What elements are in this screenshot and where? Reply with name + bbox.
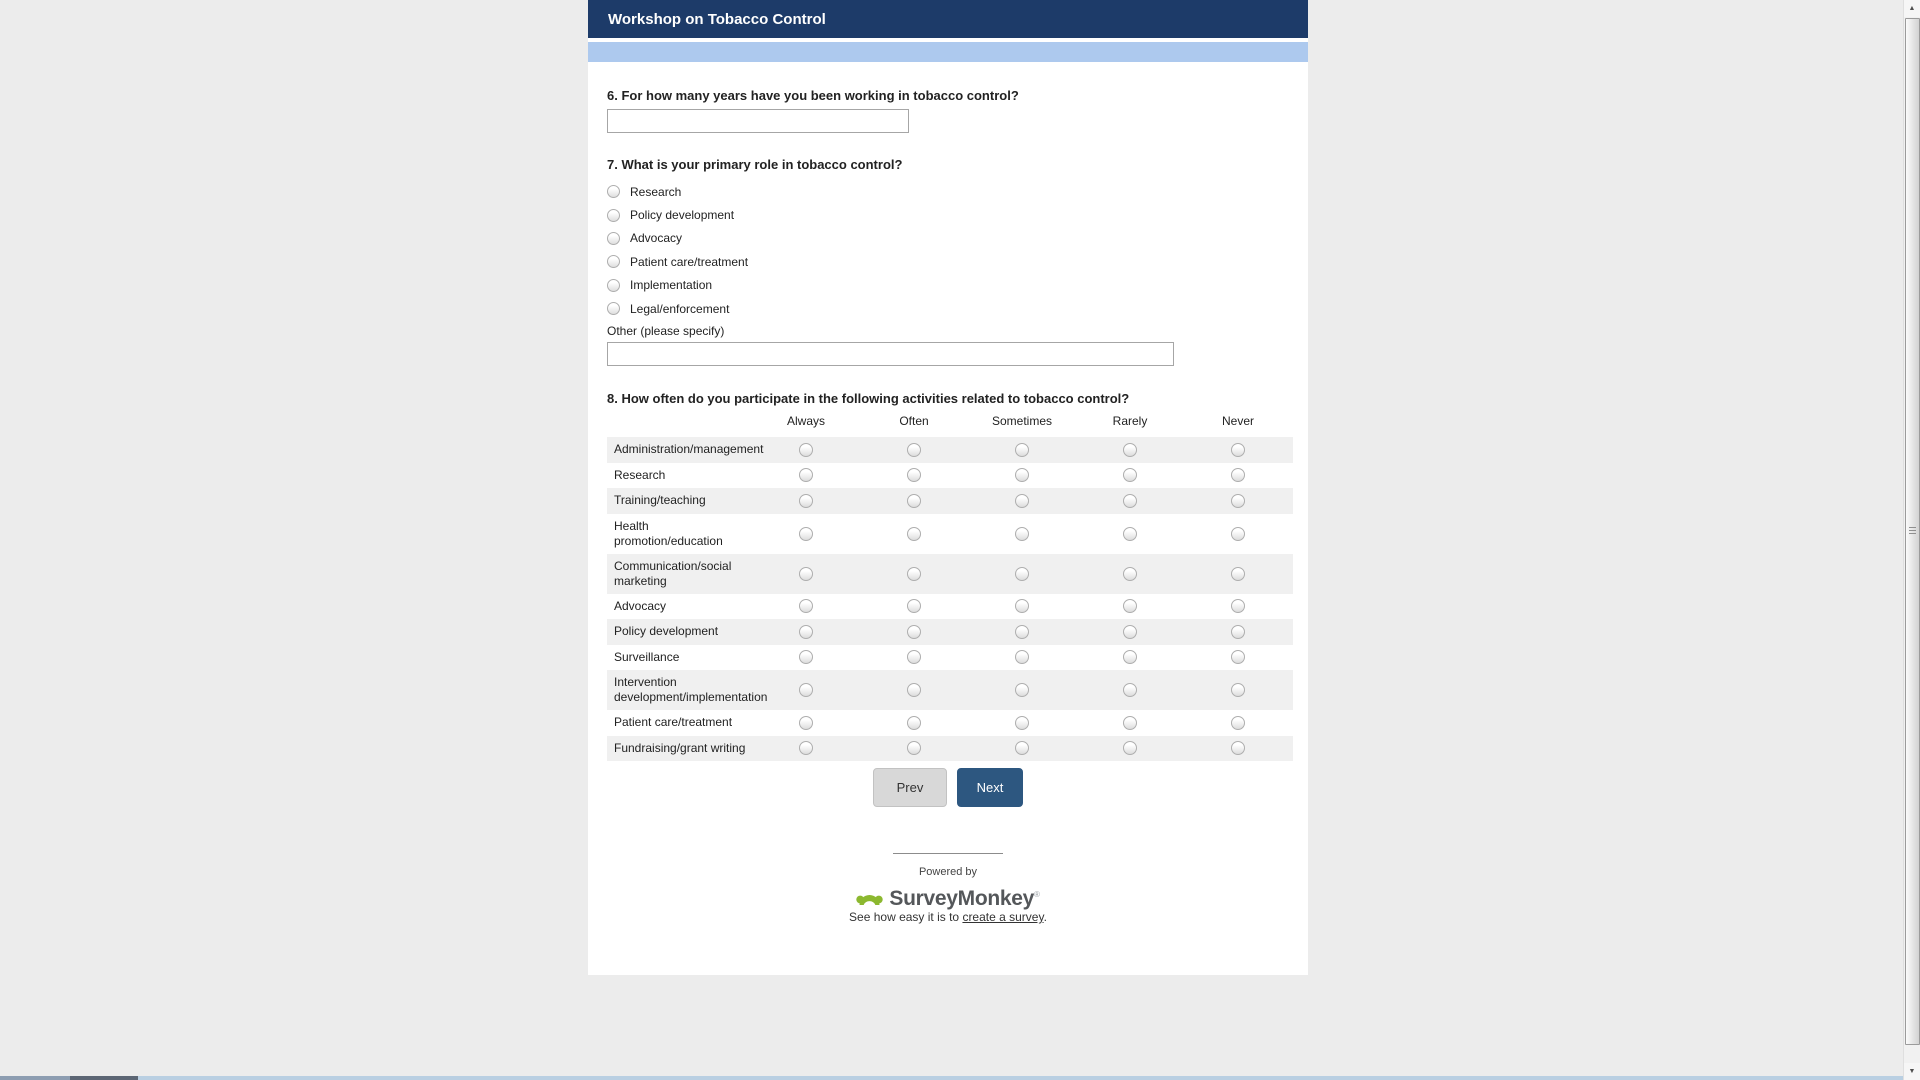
scrollbar-thumb[interactable] xyxy=(1905,18,1920,1045)
matrix-cell xyxy=(1076,527,1184,541)
brand-wordmark: SurveyMonkey® xyxy=(889,887,1040,910)
matrix-radio-icon[interactable] xyxy=(799,650,813,664)
matrix-radio-icon[interactable] xyxy=(907,625,921,639)
matrix-cell xyxy=(1076,716,1184,730)
matrix-row-label: Intervention development/implementation xyxy=(614,675,768,704)
matrix-cell xyxy=(1076,683,1184,697)
q7-options-list xyxy=(607,180,748,320)
matrix-cell xyxy=(1076,650,1184,664)
tagline-prefix: See how easy it is to xyxy=(849,910,963,924)
matrix-cell xyxy=(860,527,968,541)
matrix-radio-icon[interactable] xyxy=(907,683,921,697)
matrix-radio-icon[interactable] xyxy=(1231,741,1245,755)
scroll-up-icon[interactable]: ▲ xyxy=(1904,0,1920,17)
matrix-radio-icon[interactable] xyxy=(799,567,813,581)
q7-radio-option[interactable] xyxy=(607,250,748,273)
matrix-radio-icon[interactable] xyxy=(1231,494,1245,508)
matrix-cell xyxy=(1076,494,1184,508)
matrix-row-label: Policy development xyxy=(614,624,719,639)
matrix-cell xyxy=(1076,468,1184,482)
question-6-label: 6. For how many years have you been working in tobacco control? xyxy=(607,88,1019,103)
question-7-label: 7. What is your primary role in tobacco control? xyxy=(607,157,903,172)
q7-radio-option[interactable] xyxy=(607,203,748,226)
next-button[interactable]: Next xyxy=(957,768,1023,807)
matrix-cell xyxy=(968,599,1076,613)
matrix-rows xyxy=(607,437,1293,761)
matrix-cell xyxy=(1184,683,1292,697)
matrix-radio-icon[interactable] xyxy=(1015,468,1029,482)
q7-radio-option[interactable] xyxy=(607,274,748,297)
matrix-cell xyxy=(860,494,968,508)
radio-option-label: Research xyxy=(630,184,682,199)
matrix-row xyxy=(607,645,1293,671)
footer-divider xyxy=(893,853,1003,854)
matrix-radio-icon[interactable] xyxy=(907,527,921,541)
matrix-radio-icon[interactable] xyxy=(1231,650,1245,664)
matrix-column-header: Never xyxy=(1221,414,1254,428)
matrix-radio-icon[interactable] xyxy=(1015,716,1029,730)
matrix-cell xyxy=(968,443,1076,457)
matrix-column-header: Sometimes xyxy=(991,414,1053,428)
matrix-radio-icon[interactable] xyxy=(907,494,921,508)
scroll-down-icon[interactable]: ▼ xyxy=(1904,1063,1920,1080)
radio-option-label: Implementation xyxy=(630,278,713,293)
matrix-radio-icon[interactable] xyxy=(907,567,921,581)
matrix-row xyxy=(607,710,1293,736)
matrix-column-header: Often xyxy=(899,414,929,428)
matrix-cell xyxy=(1184,599,1292,613)
bottom-strip-segment xyxy=(70,1076,138,1080)
matrix-radio-icon[interactable] xyxy=(1231,716,1245,730)
matrix-radio-icon[interactable] xyxy=(1015,599,1029,613)
survey-page-card xyxy=(588,0,1308,975)
matrix-radio-icon[interactable] xyxy=(1123,567,1137,581)
matrix-cell xyxy=(752,527,860,541)
matrix-radio-icon[interactable] xyxy=(799,625,813,639)
other-specify-label: Other (please specify) xyxy=(607,324,725,338)
matrix-cell xyxy=(1184,494,1292,508)
matrix-radio-icon[interactable] xyxy=(799,468,813,482)
matrix-cell xyxy=(752,567,860,581)
matrix-radio-icon[interactable] xyxy=(907,468,921,482)
create-survey-link[interactable]: create a survey xyxy=(962,910,1044,924)
monkey-icon xyxy=(856,887,883,908)
q6-years-input[interactable] xyxy=(607,109,909,133)
matrix-cell xyxy=(968,716,1076,730)
matrix-cell xyxy=(860,741,968,755)
matrix-radio-icon[interactable] xyxy=(907,443,921,457)
matrix-cell xyxy=(968,683,1076,697)
matrix-header-row xyxy=(607,414,1293,435)
matrix-row-label: Surveillance xyxy=(614,649,680,664)
radio-option-label: Advocacy xyxy=(630,231,683,246)
question-8-label: 8. How often do you participate in the following activities related to tobacco control? xyxy=(607,391,1130,406)
matrix-radio-icon[interactable] xyxy=(907,716,921,730)
q8-matrix-table xyxy=(607,414,1293,761)
matrix-cell xyxy=(968,567,1076,581)
matrix-cell xyxy=(860,716,968,730)
matrix-cell xyxy=(860,443,968,457)
radio-button-icon[interactable] xyxy=(607,279,620,292)
matrix-row-label: Fundraising/grant writing xyxy=(614,740,746,755)
footer-tagline xyxy=(588,910,1308,924)
matrix-radio-icon[interactable] xyxy=(1123,494,1137,508)
matrix-row-label: Communication/social marketing xyxy=(614,558,732,588)
tagline-suffix: . xyxy=(1043,910,1047,924)
radio-option-label: Legal/enforcement xyxy=(630,301,730,316)
navigation-buttons xyxy=(588,768,1308,807)
matrix-cell xyxy=(1184,716,1292,730)
progress-bar xyxy=(588,42,1308,62)
survey-title: Workshop on Tobacco Control xyxy=(608,10,826,28)
matrix-cell xyxy=(860,599,968,613)
matrix-cell xyxy=(860,567,968,581)
matrix-radio-icon[interactable] xyxy=(1231,599,1245,613)
matrix-column-header: Rarely xyxy=(1112,414,1148,428)
matrix-row xyxy=(607,619,1293,645)
matrix-cell xyxy=(752,716,860,730)
matrix-radio-icon[interactable] xyxy=(1123,527,1137,541)
bottom-edge-strip xyxy=(0,1076,1903,1080)
matrix-cell xyxy=(1184,741,1292,755)
matrix-radio-icon[interactable] xyxy=(1015,443,1029,457)
matrix-cell xyxy=(752,650,860,664)
matrix-radio-icon[interactable] xyxy=(907,650,921,664)
radio-button-icon[interactable] xyxy=(607,302,620,315)
matrix-radio-icon[interactable] xyxy=(1123,468,1137,482)
matrix-radio-icon[interactable] xyxy=(799,716,813,730)
q7-other-input[interactable] xyxy=(607,342,1174,366)
q7-radio-option[interactable] xyxy=(607,297,748,320)
matrix-row-label: Advocacy xyxy=(614,598,667,613)
radio-button-icon[interactable] xyxy=(607,209,620,222)
matrix-cell xyxy=(1076,741,1184,755)
matrix-cell xyxy=(968,527,1076,541)
matrix-radio-icon[interactable] xyxy=(1231,683,1245,697)
matrix-row xyxy=(607,514,1293,554)
matrix-radio-icon[interactable] xyxy=(799,741,813,755)
matrix-radio-icon[interactable] xyxy=(1231,625,1245,639)
matrix-row xyxy=(607,670,1293,710)
matrix-cell xyxy=(1076,625,1184,639)
matrix-cell xyxy=(1076,599,1184,613)
matrix-cell xyxy=(1184,650,1292,664)
matrix-radio-icon[interactable] xyxy=(799,443,813,457)
matrix-radio-icon[interactable] xyxy=(907,599,921,613)
radio-button-icon[interactable] xyxy=(607,255,620,268)
matrix-cell xyxy=(968,625,1076,639)
matrix-radio-icon[interactable] xyxy=(1123,716,1137,730)
matrix-row xyxy=(607,736,1293,762)
bottom-strip-segment xyxy=(0,1076,70,1080)
matrix-row xyxy=(607,463,1293,489)
matrix-radio-icon[interactable] xyxy=(1015,494,1029,508)
matrix-radio-icon[interactable] xyxy=(1123,683,1137,697)
matrix-cell xyxy=(752,599,860,613)
matrix-radio-icon[interactable] xyxy=(1123,625,1137,639)
matrix-row-label: Health promotion/education xyxy=(614,518,723,548)
matrix-cell xyxy=(752,625,860,639)
matrix-cell xyxy=(968,741,1076,755)
powered-by-label: Powered by xyxy=(918,866,978,878)
matrix-radio-icon[interactable] xyxy=(1231,468,1245,482)
matrix-row-label: Patient care/treatment xyxy=(614,715,733,730)
matrix-radio-icon[interactable] xyxy=(799,599,813,613)
matrix-cell xyxy=(1184,527,1292,541)
matrix-cell xyxy=(1184,443,1292,457)
matrix-cell xyxy=(752,741,860,755)
scrollbar-grip-icon xyxy=(1909,527,1916,536)
matrix-radio-icon[interactable] xyxy=(1123,443,1137,457)
matrix-row-label: Research xyxy=(614,467,666,482)
matrix-radio-icon[interactable] xyxy=(799,527,813,541)
matrix-row-label: Administration/management xyxy=(614,442,764,457)
matrix-radio-icon[interactable] xyxy=(1123,650,1137,664)
q7-radio-option[interactable] xyxy=(607,180,748,203)
surveymonkey-logo[interactable] xyxy=(588,884,1308,910)
matrix-cell xyxy=(752,494,860,508)
matrix-radio-icon[interactable] xyxy=(1231,567,1245,581)
matrix-radio-icon[interactable] xyxy=(1015,567,1029,581)
matrix-radio-icon[interactable] xyxy=(799,683,813,697)
matrix-cell xyxy=(1184,468,1292,482)
registered-mark: ® xyxy=(1034,890,1040,899)
radio-option-label: Policy development xyxy=(630,208,735,223)
matrix-cell xyxy=(752,443,860,457)
matrix-cell xyxy=(968,468,1076,482)
matrix-radio-icon[interactable] xyxy=(1123,741,1137,755)
matrix-radio-icon[interactable] xyxy=(1015,527,1029,541)
matrix-cell xyxy=(1076,567,1184,581)
matrix-cell xyxy=(860,650,968,664)
matrix-radio-icon[interactable] xyxy=(1015,741,1029,755)
matrix-cell xyxy=(752,468,860,482)
matrix-row xyxy=(607,554,1293,594)
matrix-radio-icon[interactable] xyxy=(1231,443,1245,457)
matrix-cell xyxy=(1076,443,1184,457)
survey-header xyxy=(588,0,1308,38)
radio-button-icon[interactable] xyxy=(607,232,620,245)
matrix-radio-icon[interactable] xyxy=(1231,527,1245,541)
matrix-column-header: Always xyxy=(786,414,825,428)
q7-radio-option[interactable] xyxy=(607,227,748,250)
radio-button-icon[interactable] xyxy=(607,185,620,198)
matrix-cell xyxy=(860,625,968,639)
matrix-row xyxy=(607,437,1293,463)
matrix-radio-icon[interactable] xyxy=(907,741,921,755)
matrix-row xyxy=(607,488,1293,514)
matrix-row-label: Training/teaching xyxy=(614,493,706,508)
matrix-cell xyxy=(968,494,1076,508)
prev-button[interactable]: Prev xyxy=(873,768,947,807)
matrix-radio-icon[interactable] xyxy=(1015,625,1029,639)
matrix-radio-icon[interactable] xyxy=(1123,599,1137,613)
matrix-cell xyxy=(1184,567,1292,581)
matrix-cell xyxy=(860,683,968,697)
matrix-radio-icon[interactable] xyxy=(1015,650,1029,664)
matrix-cell xyxy=(1184,625,1292,639)
matrix-radio-icon[interactable] xyxy=(1015,683,1029,697)
matrix-row xyxy=(607,594,1293,620)
radio-option-label: Patient care/treatment xyxy=(630,254,749,269)
matrix-radio-icon[interactable] xyxy=(799,494,813,508)
matrix-cell xyxy=(968,650,1076,664)
matrix-cell xyxy=(752,683,860,697)
matrix-cell xyxy=(860,468,968,482)
vertical-scrollbar[interactable] xyxy=(1903,0,1920,1080)
